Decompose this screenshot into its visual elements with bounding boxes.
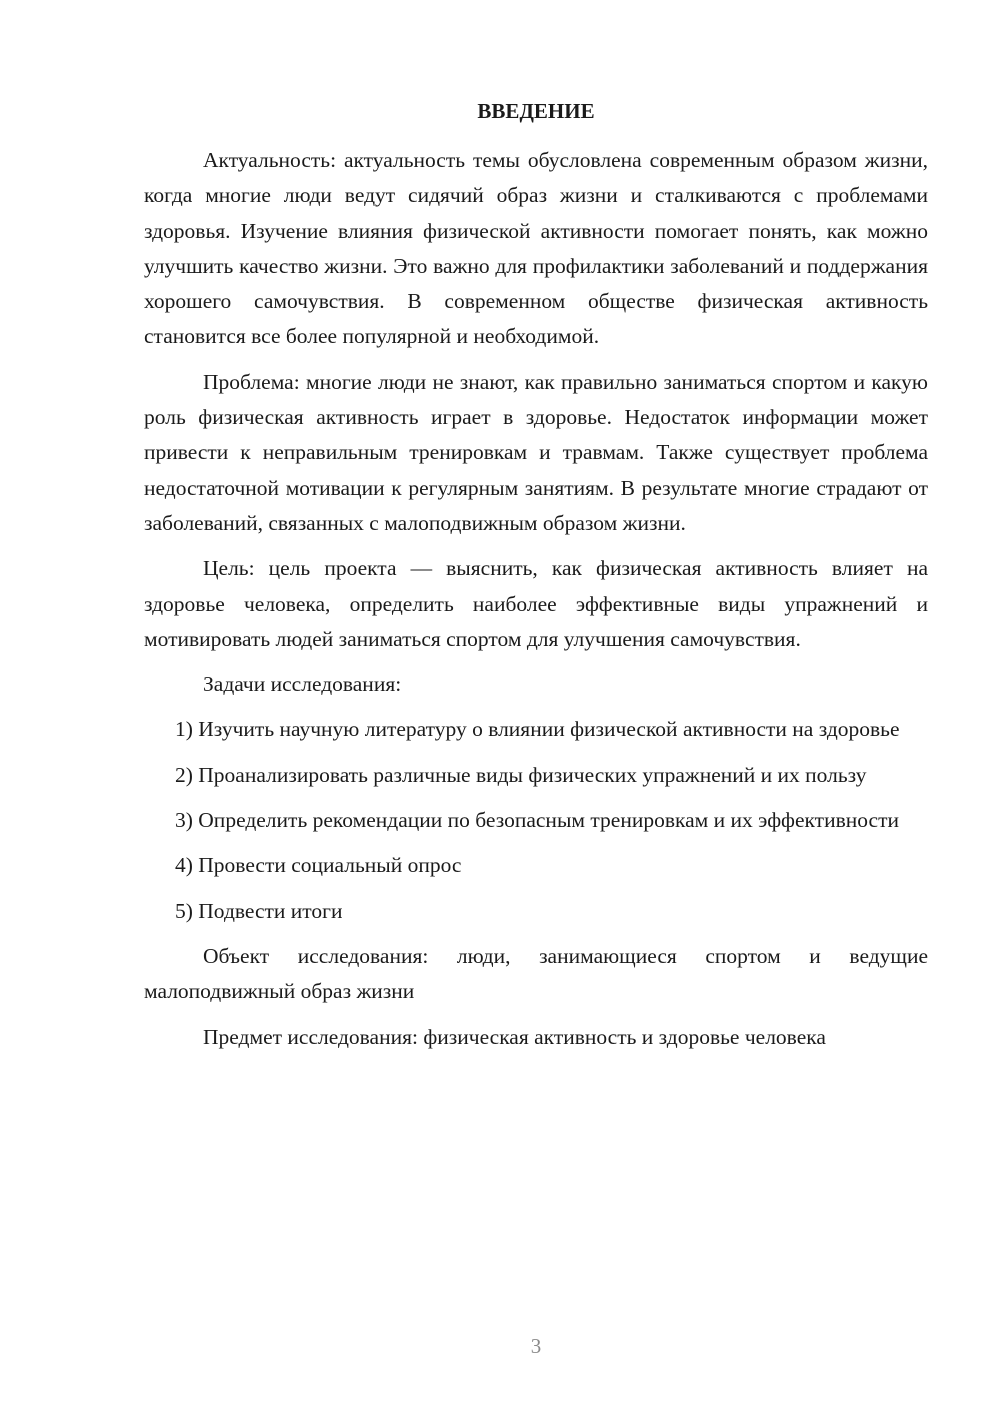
page-title: ВВЕДЕНИЕ (477, 99, 595, 123)
page-number: 3 (530, 1334, 542, 1358)
object-paragraph: Объект исследования: люди, занимающиеся спортом и ведущие малоподвижный образ жизни (144, 943, 928, 1004)
task-item-3: 3) Определить рекомендации по безопасным тренировкам и их эффективности (175, 808, 899, 833)
task-item-5: 5) Подвести итоги (175, 898, 343, 923)
subject-paragraph: Предмет исследования: физическая активность и здоровье человека (203, 1024, 826, 1049)
problem-paragraph: Проблема: многие люди не знают, как правильно заниматься спортом и какую роль физическая активность играет в здоровье. Недостаток информации может привести к неправильным тренировкам и травмам. Также существует проблема недостаточной мотивации к регулярным занятиям. В результате многие страдают от заболеваний, связанных с малоподвижным образом жизни. (144, 369, 928, 535)
task-item-4: 4) Провести социальный опрос (175, 853, 462, 878)
task-item-1: 1) Изучить научную литературу о влиянии физической активности на здоровье (175, 717, 900, 742)
relevance-paragraph: Актуальность: актуальность темы обусловлена современным образом жизни, когда многие люди ведут сидячий образ жизни и сталкиваются с проблемами здоровья. Изучение влияния физической активности помогает понять, как можно улучшить качество жизни. Это важно для профилактики заболеваний и поддержания хорошего самочувствия. В современном обществе физическая активность становится все более популярной и необходимой. (144, 148, 928, 349)
task-item-2: 2) Проанализировать различные виды физических упражнений и их пользу (175, 762, 867, 787)
document-body (144, 143, 928, 1065)
tasks-heading: Задачи исследования: (203, 672, 402, 697)
goal-paragraph: Цель: цель проекта — выяснить, как физическая активность влияет на здоровье человека, определить наиболее эффективные виды упражнений и мотивировать людей заниматься спортом для улучшения самочувствия. (144, 556, 928, 651)
